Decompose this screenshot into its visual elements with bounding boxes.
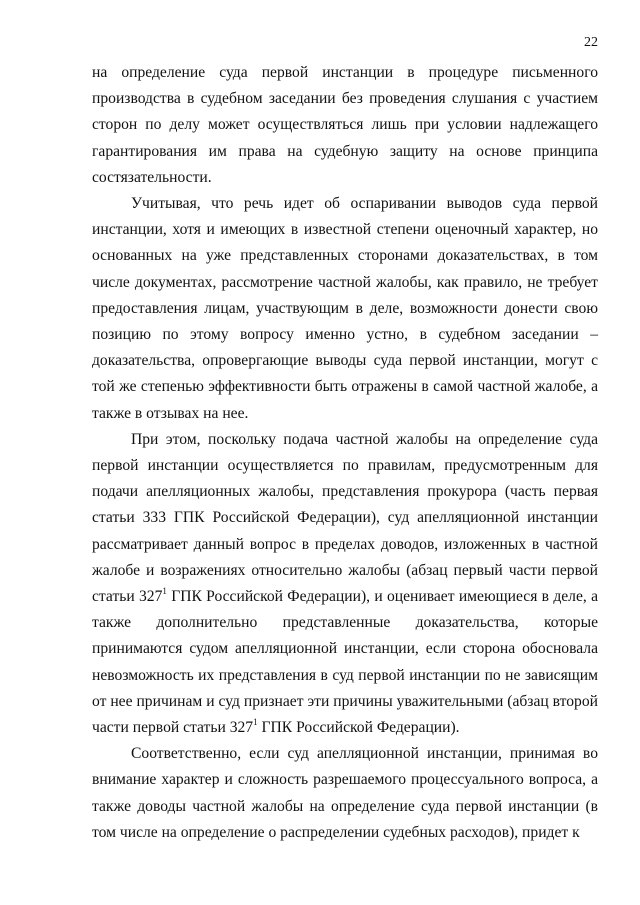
paragraph-3 xyxy=(92,427,598,741)
paragraph-2 xyxy=(92,191,598,427)
paragraph-text: Соответственно, если суд апелляционной инстанции, принимая во внимание характер и сложность разрешаемого процессуального вопроса, а также доводы частной жалобы на определение суда первой инстанции (в том числе на определение о распределении судебных расходов), придет к xyxy=(92,745,598,841)
paragraph-text: ГПК Российской Федерации). xyxy=(257,719,460,737)
paragraph-text: ГПК Российской Федерации), и оценивает имеющиеся в деле, а также дополнительно представленные доказательства, которые принимаются судом апелляционной инстанции, если сторона обосновала невозможность их представления в суд первой инстанции по не зависящим от нее причинам и суд признает эти причины уважительными (абзац второй части первой статьи 327 xyxy=(92,588,598,737)
paragraph-text: Учитывая, что речь идет об оспаривании выводов суда первой инстанции, хотя и имеющих в известной степени оценочный характер, но основанных на уже представленных сторонами доказательствах, в том числе документах, рассмотрение частной жалобы, как правило, не требует предоставления лицам, участвующим в деле, возможности донести свою позицию по этому вопросу именно устно, в судебном заседании – доказательства, опровергающие выводы суда первой инстанции, могут с той же степенью эффективности быть отражены в самой частной жалобе, а также в отзывах на нее. xyxy=(92,195,598,422)
paragraph-text: При этом, поскольку подача частной жалобы на определение суда первой инстанции осуществляется по правилам, предусмотренным для подачи апелляционных жалобы, представления прокурора (часть первая статьи 333 ГПК Российской Федерации), суд апелляционной инстанции рассматривает данный вопрос в пределах доводов, изложенных в частной жалобе и возражениях относительно жалобы (абзац первый части первой статьи 327 xyxy=(92,430,598,606)
paragraph-1 xyxy=(92,60,598,191)
paragraph-4 xyxy=(92,741,598,846)
page-number: 22 xyxy=(584,35,598,50)
paragraph-text: на определение суда первой инстанции в процедуре письменного производства в судебном заседании без проведения слушания с участием сторон по делу может осуществляться лишь при условии надлежащего гарантирования им права на судебную защиту на основе принципа состязательности. xyxy=(92,64,598,186)
article-superscript: 1 xyxy=(162,586,167,597)
body-text xyxy=(92,60,598,846)
article-superscript: 1 xyxy=(253,717,258,728)
